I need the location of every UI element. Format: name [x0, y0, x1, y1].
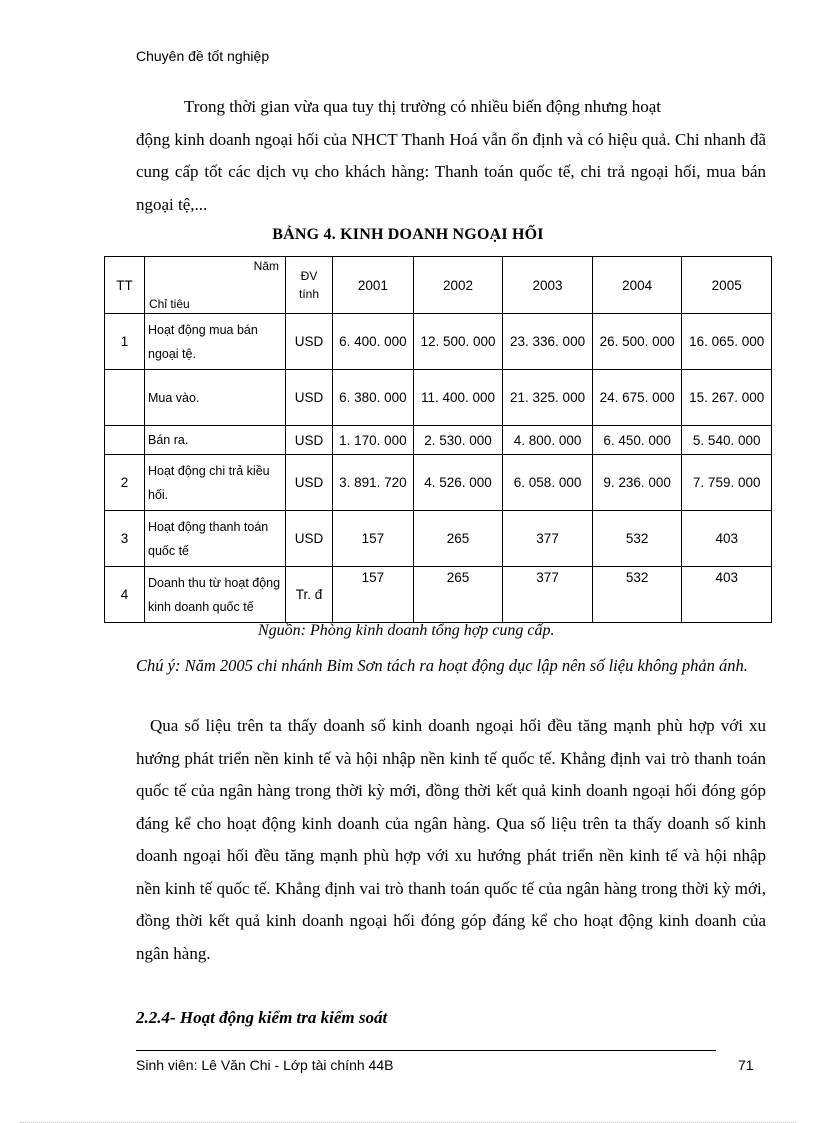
row-tt: 4: [105, 567, 145, 623]
row-value: 265: [413, 511, 503, 567]
table-source: Nguồn: Phòng kinh doanh tổng hợp cung cấp.: [258, 622, 555, 639]
table-row: [105, 455, 772, 511]
row-value: 9. 236. 000: [592, 455, 682, 511]
row-value: 16. 065. 000: [682, 314, 772, 370]
row-tt: [105, 370, 145, 426]
row-value: 403: [682, 567, 772, 623]
row-tt: 2: [105, 455, 145, 511]
row-name-text: Doanh thu từ hoạt động kinh doanh quốc tế: [148, 575, 281, 614]
row-value: 532: [592, 511, 682, 567]
table-row: [105, 567, 772, 623]
row-value: 157: [333, 511, 414, 567]
header-year: 2001: [333, 257, 414, 314]
row-name: [145, 455, 286, 511]
table-row: [105, 426, 772, 455]
header-year: 2004: [592, 257, 682, 314]
row-value: 1. 170. 000: [333, 426, 414, 455]
intro-rest: động kinh doanh ngoại hối của NHCT Thanh Hoá vẫn ổn định và có hiệu quả. Chi nhanh đã cung cấp tốt các dịch vụ cho khách hàng: Thanh toán quốc tế, chi trả ngoại hối, mua bán ngoại tệ,...: [136, 129, 766, 214]
row-unit: USD: [286, 455, 333, 511]
row-name-text: Hoạt động thanh toán quốc tế: [148, 519, 269, 558]
row-name-text: Hoạt động chi trả kiều hối.: [148, 463, 270, 502]
row-value: 403: [682, 511, 772, 567]
row-value: 377: [503, 567, 593, 623]
row-value: 26. 500. 000: [592, 314, 682, 370]
footer-author: Sinh viên: Lê Văn Chi - Lớp tài chính 44B: [136, 1057, 394, 1073]
header-tt: TT: [105, 257, 145, 314]
row-value: 24. 675. 000: [592, 370, 682, 426]
row-unit: USD: [286, 511, 333, 567]
row-value: 12. 500. 000: [413, 314, 503, 370]
table-note: Chú ý: Năm 2005 chi nhánh Bỉm Sơn tách ra hoạt động dục lập nên số liệu không phản ánh.: [136, 656, 748, 675]
row-name: [145, 370, 286, 426]
row-name-text: Hoạt động mua bán ngoại tệ.: [148, 322, 258, 361]
row-unit: USD: [286, 370, 333, 426]
row-value: 23. 336. 000: [503, 314, 593, 370]
table-row: [105, 314, 772, 370]
row-tt: [105, 426, 145, 455]
section-heading: 2.2.4- Hoạt động kiểm tra kiểm soát: [136, 1008, 388, 1027]
row-value: 3. 891. 720: [333, 455, 414, 511]
row-value: 21. 325. 000: [503, 370, 593, 426]
header-dv: ĐV: [300, 269, 318, 283]
row-tt: 1: [105, 314, 145, 370]
table-row: [105, 511, 772, 567]
row-unit: Tr. đ: [286, 567, 333, 623]
row-value: 532: [592, 567, 682, 623]
table-title: BẢNG 4. KINH DOANH NGOẠI HỐI: [272, 226, 544, 243]
header-year: 2003: [503, 257, 593, 314]
row-value: 377: [503, 511, 593, 567]
row-value: 7. 759. 000: [682, 455, 772, 511]
row-value: 265: [413, 567, 503, 623]
analysis-paragraph: Qua số liệu trên ta thấy doanh số kinh doanh ngoại hối đều tăng mạnh phù hợp với xu hướng phát triển nền kinh tế và hội nhập nền kinh tế quốc tế. Khẳng định vai trò thanh toán quốc tế của ngân hàng trong thời kỳ mới, đồng thời kết quả kinh doanh ngoại hối đóng góp đáng kể cho hoạt động kinh doanh của ngân hàng. Qua số liệu trên ta thấy doanh số kinh doanh ngoại hối đều tăng mạnh phù hợp với xu hướng phát triển nền kinh tế và hội nhập nền kinh tế quốc tế. Khẳng định vai trò thanh toán quốc tế của ngân hàng trong thời kỳ mới, đồng thời kết quả kinh doanh ngoại hối đóng góp đáng kể cho hoạt động kinh doanh của ngân hàng.: [136, 716, 766, 963]
table-row: [105, 370, 772, 426]
row-name: [145, 426, 286, 455]
row-value: 6. 058. 000: [503, 455, 593, 511]
header-diagonal: [145, 257, 286, 314]
row-unit: USD: [286, 314, 333, 370]
row-value: 6. 380. 000: [333, 370, 414, 426]
row-name: [145, 314, 286, 370]
row-unit: USD: [286, 426, 333, 455]
row-name: [145, 567, 286, 623]
page-number: 71: [738, 1057, 754, 1073]
intro-first-line: Trong thời gian vừa qua tuy thị trường có nhiều biến động nhưng hoạt: [184, 97, 662, 116]
row-value: 6. 400. 000: [333, 314, 414, 370]
footer-divider: [136, 1050, 716, 1051]
row-tt: 3: [105, 511, 145, 567]
row-value: 157: [333, 567, 414, 623]
page-header: Chuyên đề tốt nghiệp: [136, 48, 270, 64]
row-value: 2. 530. 000: [413, 426, 503, 455]
header-tinh: tính: [298, 287, 319, 301]
row-value: 4. 526. 000: [413, 455, 503, 511]
header-nam: Năm: [253, 259, 279, 273]
row-name-text: Mua vào.: [148, 390, 200, 405]
forex-table: [104, 256, 772, 623]
header-year: 2005: [682, 257, 772, 314]
row-value: 5. 540. 000: [682, 426, 772, 455]
intro-paragraph: [136, 91, 766, 221]
row-value: 6. 450. 000: [592, 426, 682, 455]
header-chitieu: Chỉ tiêu: [149, 297, 190, 311]
header-unit: [286, 257, 333, 314]
row-value: 4. 800. 000: [503, 426, 593, 455]
header-year: 2002: [413, 257, 503, 314]
row-value: 15. 267. 000: [682, 370, 772, 426]
table-header-row: [105, 257, 772, 314]
row-name-text: Bán ra.: [148, 433, 189, 447]
row-name: [145, 511, 286, 567]
row-value: 11. 400. 000: [413, 370, 503, 426]
